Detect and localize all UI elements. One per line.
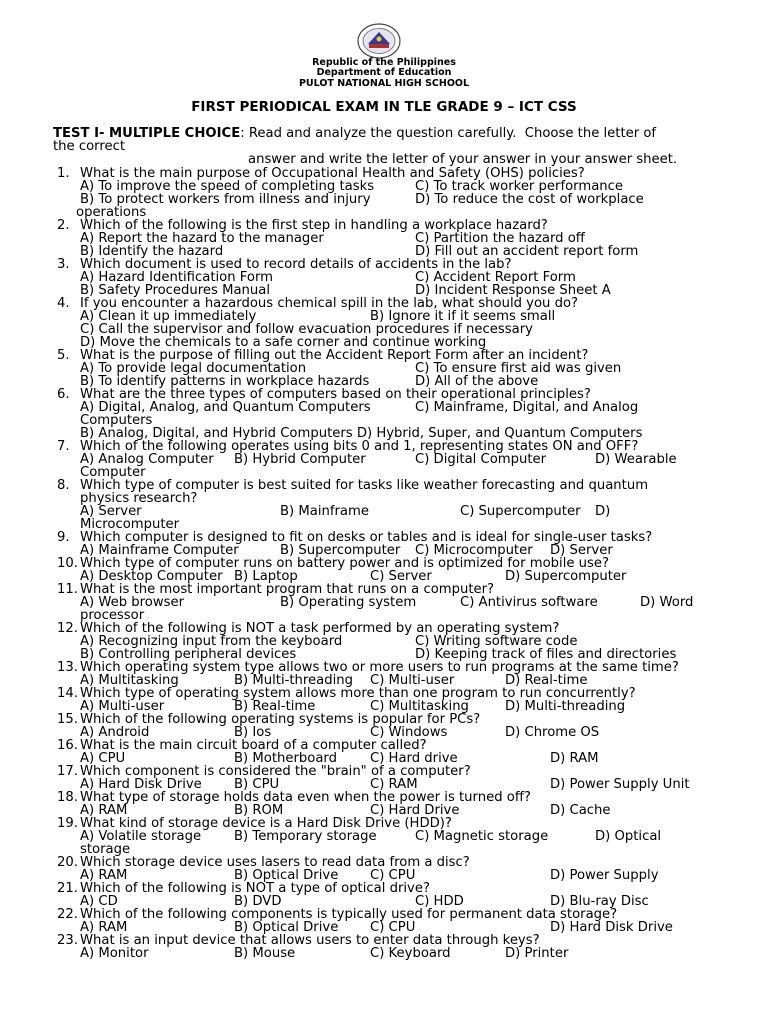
answer-option: A) Server xyxy=(80,504,142,519)
answer-option: D) Keeping track of files and directories xyxy=(415,647,677,662)
answer-option: D) Move the chemicals to a safe corner and continue working xyxy=(80,335,487,350)
question-text: Which computer is designed to fit on desks or tables and is ideal for single-user tasks? xyxy=(80,530,653,545)
answer-option: D) Hard Disk Drive xyxy=(550,920,673,935)
answer-option: D) Optical xyxy=(595,829,662,844)
question-text: Which type of computer is best suited for tasks like weather forecasting and quantum xyxy=(80,478,649,493)
answer-option: C) Antivirus software xyxy=(460,595,598,610)
question-number: 21. xyxy=(57,881,78,896)
question-text: What kind of storage device is a Hard Disk Drive (HDD)? xyxy=(80,816,452,831)
answer-option: D) Chrome OS xyxy=(505,725,600,740)
question-number: 4. xyxy=(57,296,70,311)
question-text: Which of the following is NOT a type of optical drive? xyxy=(80,881,430,896)
answer-option: B) To identify patterns in workplace hazards xyxy=(80,374,370,389)
answer-option: D) Supercomputer xyxy=(505,569,627,584)
answer-option: A) Android xyxy=(80,725,150,740)
question-text: Which of the following operating systems is popular for PCs? xyxy=(80,712,481,727)
answer-option: B) Operating system xyxy=(280,595,417,610)
question-number: 7. xyxy=(57,439,70,454)
answer-option: D) Real-time xyxy=(505,673,588,688)
answer-option: C) Accident Report Form xyxy=(415,270,576,285)
answer-option: B) ROM xyxy=(234,803,284,818)
question-text: Which of the following operates using bits 0 and 1, representing states ON and OFF? xyxy=(80,439,639,454)
answer-option: C) Keyboard xyxy=(370,946,451,961)
answer-option: D) Server xyxy=(550,543,613,558)
question-text: What is the main circuit board of a computer called? xyxy=(80,738,427,753)
answer-option: C) Writing software code xyxy=(415,634,578,649)
answer-option: A) Clean it up immediately xyxy=(80,309,257,324)
answer-option-wrap: Computers xyxy=(80,413,153,428)
answer-option-wrap: storage xyxy=(80,842,131,857)
question-number: 1. xyxy=(57,166,70,181)
question-number: 18. xyxy=(57,790,78,805)
answer-option: A) To provide legal documentation xyxy=(80,361,307,376)
answer-option: B) Laptop xyxy=(234,569,298,584)
answer-option: D) Power Supply xyxy=(550,868,659,883)
answer-option: B) Optical Drive xyxy=(234,920,339,935)
answer-option: D) Multi-threading xyxy=(505,699,626,714)
question-number: 14. xyxy=(57,686,78,701)
question-text: If you encounter a hazardous chemical spill in the lab, what should you do? xyxy=(80,296,579,311)
answer-option: A) Hazard Identification Form xyxy=(80,270,273,285)
question-text: Which storage device uses lasers to read data from a disc? xyxy=(80,855,470,870)
header-republic: Republic of the Philippines xyxy=(312,57,456,68)
answer-option: B) Multi-threading xyxy=(234,673,353,688)
answer-option: B) Ignore it if it seems small xyxy=(370,309,556,324)
header-school: PULOT NATIONAL HIGH SCHOOL xyxy=(298,78,470,89)
answer-option: B) Supercomputer xyxy=(280,543,401,558)
answer-option: A) Digital, Analog, and Quantum Computers xyxy=(80,400,371,415)
question-number: 23. xyxy=(57,933,78,948)
answer-option: A) RAM xyxy=(80,920,128,935)
question-text: What is an input device that allows users to enter data through keys? xyxy=(80,933,540,948)
answer-option: D) Incident Response Sheet A xyxy=(415,283,611,298)
answer-option: D) RAM xyxy=(550,751,599,766)
answer-option: D) Printer xyxy=(505,946,569,961)
question-text: What is the purpose of filling out the Accident Report Form after an incident? xyxy=(80,348,589,363)
answer-option: C) Multitasking xyxy=(370,699,469,714)
answer-option: A) Mainframe Computer xyxy=(80,543,239,558)
question-text: Which document is used to record details of accidents in the lab? xyxy=(80,257,512,272)
question-text: Which of the following is the first step in handling a workplace hazard? xyxy=(80,218,548,233)
answer-option: C) Call the supervisor and follow evacuation procedures if necessary xyxy=(80,322,533,337)
answer-option: C) Hard drive xyxy=(370,751,458,766)
question-number: 8. xyxy=(57,478,70,493)
question-text: What type of storage holds data even when the power is turned off? xyxy=(80,790,531,805)
answer-option: A) Recognizing input from the keyboard xyxy=(80,634,343,649)
answer-option: A) CPU xyxy=(80,751,126,766)
question-number: 3. xyxy=(57,257,70,272)
deped-seal-logo xyxy=(354,22,404,60)
answer-option: D) Wearable xyxy=(595,452,677,467)
question-number: 13. xyxy=(57,660,78,675)
answer-option: C) Server xyxy=(370,569,432,584)
question-number: 6. xyxy=(57,387,70,402)
answer-option: D) Word xyxy=(640,595,694,610)
answer-option: C) Hard Drive xyxy=(370,803,460,818)
question-text: Which type of operating system allows more than one program to run concurrently? xyxy=(80,686,636,701)
answer-option-wrap: operations xyxy=(76,205,147,220)
answer-option: B) Real-time xyxy=(234,699,316,714)
answer-option: C) HDD xyxy=(415,894,464,909)
answer-option: B) Ios xyxy=(234,725,272,740)
answer-option: B) Controlling peripheral devices xyxy=(80,647,297,662)
exam-title: FIRST PERIODICAL EXAM IN TLE GRADE 9 – ICT CSS xyxy=(191,99,577,115)
question-text-continued: physics research? xyxy=(80,491,198,506)
answer-option: C) Windows xyxy=(370,725,448,740)
answer-option: C) Magnetic storage xyxy=(415,829,549,844)
answer-option: A) Web browser xyxy=(80,595,185,610)
answer-option: C) Supercomputer xyxy=(460,504,581,519)
question-number: 17. xyxy=(57,764,78,779)
answer-option: D) Blu-ray Disc xyxy=(550,894,649,909)
question-number: 11. xyxy=(57,582,78,597)
answer-option: B) Motherboard xyxy=(234,751,337,766)
answer-option-wrap: processor xyxy=(80,608,145,623)
answer-option: A) Multitasking xyxy=(80,673,179,688)
answer-option: D) xyxy=(595,504,611,519)
answer-option: D) Cache xyxy=(550,803,611,818)
answer-option: D) Fill out an accident report form xyxy=(415,244,639,259)
answer-option: C) Digital Computer xyxy=(415,452,547,467)
question-number: 16. xyxy=(57,738,78,753)
answer-option: B) Identify the hazard xyxy=(80,244,224,259)
answer-option: B) Mainframe xyxy=(280,504,369,519)
answer-option: A) To improve the speed of completing tasks xyxy=(80,179,375,194)
instructions-line-2: the correct xyxy=(53,139,126,154)
answer-option: D) All of the above xyxy=(415,374,539,389)
question-number: 5. xyxy=(57,348,70,363)
answer-option-wrap: Microcomputer xyxy=(80,517,180,532)
question-number: 2. xyxy=(57,218,70,233)
answer-option: B) Analog, Digital, and Hybrid Computers D) Hybrid, Super, and Quantum Computers xyxy=(80,426,643,441)
question-number: 19. xyxy=(57,816,78,831)
answer-option: A) CD xyxy=(80,894,118,909)
answer-option: C) CPU xyxy=(370,920,416,935)
answer-option: A) Report the hazard to the manager xyxy=(80,231,324,246)
instructions-line-3: answer and write the letter of your answer in your answer sheet. xyxy=(248,152,678,167)
test-label: TEST I- MULTIPLE CHOICE xyxy=(53,126,241,141)
answer-option: A) Multi-user xyxy=(80,699,165,714)
question-text: What are the three types of computers based on their operational principles? xyxy=(80,387,591,402)
answer-option: C) Partition the hazard off xyxy=(415,231,585,246)
question-text: Which type of computer runs on battery power and is optimized for mobile use? xyxy=(80,556,610,571)
question-number: 10. xyxy=(57,556,78,571)
question-number: 15. xyxy=(57,712,78,727)
instructions-text: : Read and analyze the question carefully. Choose the letter of xyxy=(240,126,657,141)
answer-option: C) To track worker performance xyxy=(415,179,623,194)
answer-option: B) DVD xyxy=(234,894,282,909)
answer-option: D) To reduce the cost of workplace xyxy=(415,192,644,207)
question-text: What is the main purpose of Occupational Health and Safety (OHS) policies? xyxy=(80,166,585,181)
question-text: Which component is considered the "brain" of a computer? xyxy=(80,764,471,779)
answer-option: B) Mouse xyxy=(234,946,296,961)
question-text: What is the most important program that runs on a computer? xyxy=(80,582,495,597)
answer-option: A) Desktop Computer xyxy=(80,569,223,584)
answer-option: C) Mainframe, Digital, and Analog xyxy=(415,400,639,415)
answer-option: B) CPU xyxy=(234,777,280,792)
answer-option-wrap: Computer xyxy=(80,465,146,480)
answer-option: A) Monitor xyxy=(80,946,149,961)
answer-option: B) Safety Procedures Manual xyxy=(80,283,271,298)
question-number: 20. xyxy=(57,855,78,870)
header-department: Department of Education xyxy=(316,67,452,78)
answer-option: C) Multi-user xyxy=(370,673,455,688)
instructions-line-1 xyxy=(53,127,656,140)
answer-option: A) RAM xyxy=(80,803,128,818)
answer-option: D) Power Supply Unit xyxy=(550,777,690,792)
question-number: 22. xyxy=(57,907,78,922)
answer-option: C) CPU xyxy=(370,868,416,883)
answer-option: B) Temporary storage xyxy=(234,829,377,844)
question-number: 9. xyxy=(57,530,70,545)
answer-option: A) Analog Computer xyxy=(80,452,214,467)
answer-option: B) Optical Drive xyxy=(234,868,339,883)
answer-option: C) To ensure first aid was given xyxy=(415,361,622,376)
question-number: 12. xyxy=(57,621,78,636)
answer-option: A) Volatile storage xyxy=(80,829,202,844)
question-text: Which of the following is NOT a task performed by an operating system? xyxy=(80,621,560,636)
answer-option: C) Microcomputer xyxy=(415,543,533,558)
answer-option: C) RAM xyxy=(370,777,418,792)
question-text: Which of the following components is typically used for permanent data storage? xyxy=(80,907,618,922)
question-text: Which operating system type allows two or more users to run programs at the same time? xyxy=(80,660,679,675)
answer-option: B) Hybrid Computer xyxy=(234,452,366,467)
answer-option: B) To protect workers from illness and injury xyxy=(80,192,371,207)
answer-option: A) RAM xyxy=(80,868,128,883)
answer-option: A) Hard Disk Drive xyxy=(80,777,202,792)
